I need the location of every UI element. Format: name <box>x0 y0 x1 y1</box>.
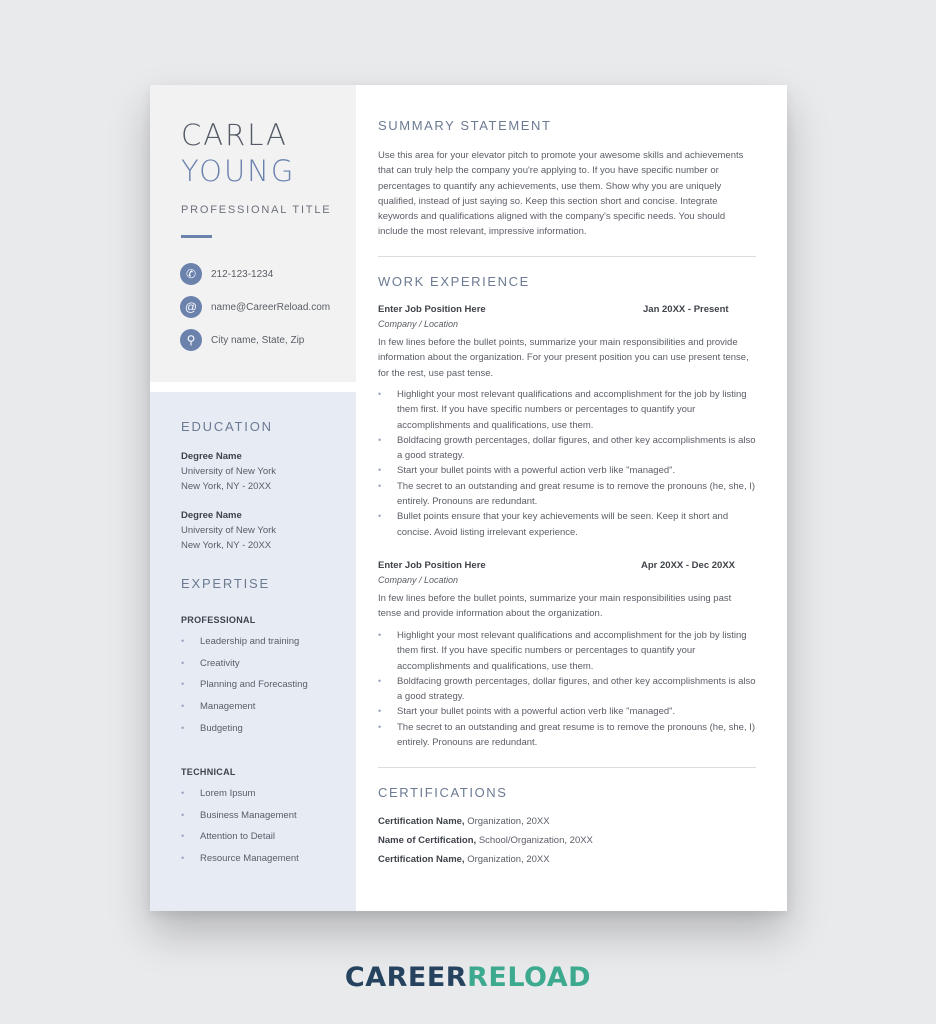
first-name: CARLA <box>181 118 288 152</box>
list-item: • Resource Management <box>181 853 299 865</box>
list-item: • Bullet points ensure that your key achievements will be seen. Keep it short and concise. Avoid listing irrelevant experience. <box>378 511 729 538</box>
list-item: • Leadership and training <box>181 636 300 647</box>
resume-page <box>150 85 787 911</box>
certification-item: Name of Certification, School/Organization, 20XX <box>378 835 593 846</box>
contact-location <box>180 329 304 351</box>
list-item: • Business Management <box>181 809 297 821</box>
brand-logo: CAREERRELOAD <box>344 962 592 993</box>
list-item: • Boldfacing growth percentages, dollar figures, and other key accomplishments is also a good strategy. <box>378 434 756 462</box>
job-description: In few lines before the bullet points, summarize your main responsibilities and provide information about the organization. For your present position you can use present tense, for the rest, use past tense. <box>378 337 749 379</box>
list-item: • Attention to Detail <box>181 831 275 843</box>
list-item: • Boldfacing growth percentages, dollar figures, and other key accomplishments is also a good strategy. <box>378 675 756 703</box>
contact-text: City name, State, Zip <box>211 334 305 346</box>
list-item: • Creativity <box>181 657 240 669</box>
school-name: University of New York <box>181 525 277 536</box>
job-company: Company / Location <box>378 319 459 329</box>
certifications-heading: CERTIFICATIONS <box>378 785 508 800</box>
job-date: Apr 20XX - Dec 20XX <box>641 560 735 571</box>
job-company: Company / Location <box>378 575 459 585</box>
job-date: Jan 20XX - Present <box>643 304 729 315</box>
degree-name: Degree Name <box>181 451 242 462</box>
education-item <box>181 449 276 494</box>
section-divider <box>378 767 756 768</box>
school-place: New York, NY - 20XX <box>181 481 272 492</box>
certification-item: Certification Name, Organization, 20XX <box>378 816 550 827</box>
contact-text: 212-123-1234 <box>211 268 274 280</box>
list-item: • The secret to an outstanding and great resume is to remove the pronouns (he, she, I) entirely. Pronouns are redundant. <box>378 480 756 508</box>
school-name: University of New York <box>181 466 277 477</box>
list-item: • Management <box>181 701 256 713</box>
accent-divider <box>181 235 212 238</box>
professional-skills-list <box>181 636 308 744</box>
sidebar <box>150 85 356 911</box>
summary-text: Use this area for your elevator pitch to promote your awesome skills and achievements that can truly help the company you're applying to. If you have specific number or percentages to quantify any achievements, use them. Show why you are uniquely qualified, instead of just saying so. Keep this section short and concise. Integrate keywords and qualifications aligned with the company's specific needs. You should include the most relevant, impressive information. <box>378 150 744 238</box>
degree-name: Degree Name <box>181 510 242 521</box>
certification-item: Certification Name, Organization, 20XX <box>378 854 550 865</box>
summary-heading: SUMMARY STATEMENT <box>378 118 552 133</box>
list-item: • Lorem Ipsum <box>181 788 256 799</box>
school-place: New York, NY - 20XX <box>181 540 272 551</box>
technical-skills-list <box>181 788 299 875</box>
professional-skills-label: PROFESSIONAL <box>181 615 256 625</box>
list-item: • Highlight your most relevant qualifications and accomplishment for the job by listing them first. If you have specific numbers or percentages to quantify your accomplishments and qualifications, use them. <box>378 389 747 431</box>
phone-icon: ✆ <box>180 263 202 285</box>
job-title: Enter Job Position Here <box>378 304 486 315</box>
contact-phone <box>180 263 273 285</box>
work-heading: WORK EXPERIENCE <box>378 274 530 289</box>
professional-title: PROFESSIONAL TITLE <box>181 204 332 216</box>
expertise-heading: EXPERTISE <box>181 576 270 591</box>
job-title: Enter Job Position Here <box>378 560 486 571</box>
list-item: • The secret to an outstanding and great resume is to remove the pronouns (he, she, I) entirely. Pronouns are redundant. <box>378 721 756 749</box>
technical-skills-label: TECHNICAL <box>181 767 236 777</box>
location-icon: ⚲ <box>180 329 202 351</box>
section-divider <box>378 256 756 257</box>
job-description: In few lines before the bullet points, summarize your main responsibilities using past tense and provide information about the organization. <box>378 593 732 620</box>
list-item: • Start your bullet points with a powerful action verb like "managed". <box>378 706 676 718</box>
job-bullets <box>378 387 756 540</box>
list-item: • Start your bullet points with a powerful action verb like "managed". <box>378 465 676 477</box>
contact-text: name@CareerReload.com <box>211 301 331 313</box>
list-item: • Budgeting <box>181 722 243 734</box>
list-item: • Planning and Forecasting <box>181 679 308 691</box>
email-icon: @ <box>180 296 202 318</box>
main-content <box>378 85 758 911</box>
last-name: YOUNG <box>181 154 296 188</box>
contact-email <box>180 296 330 318</box>
education-item <box>181 508 276 553</box>
list-item: • Highlight your most relevant qualifications and accomplishment for the job by listing them first. If you have specific numbers or percentages to quantify your accomplishments and qualifications, use them. <box>378 630 747 672</box>
education-heading: EDUCATION <box>181 419 273 434</box>
job-bullets <box>378 628 756 750</box>
